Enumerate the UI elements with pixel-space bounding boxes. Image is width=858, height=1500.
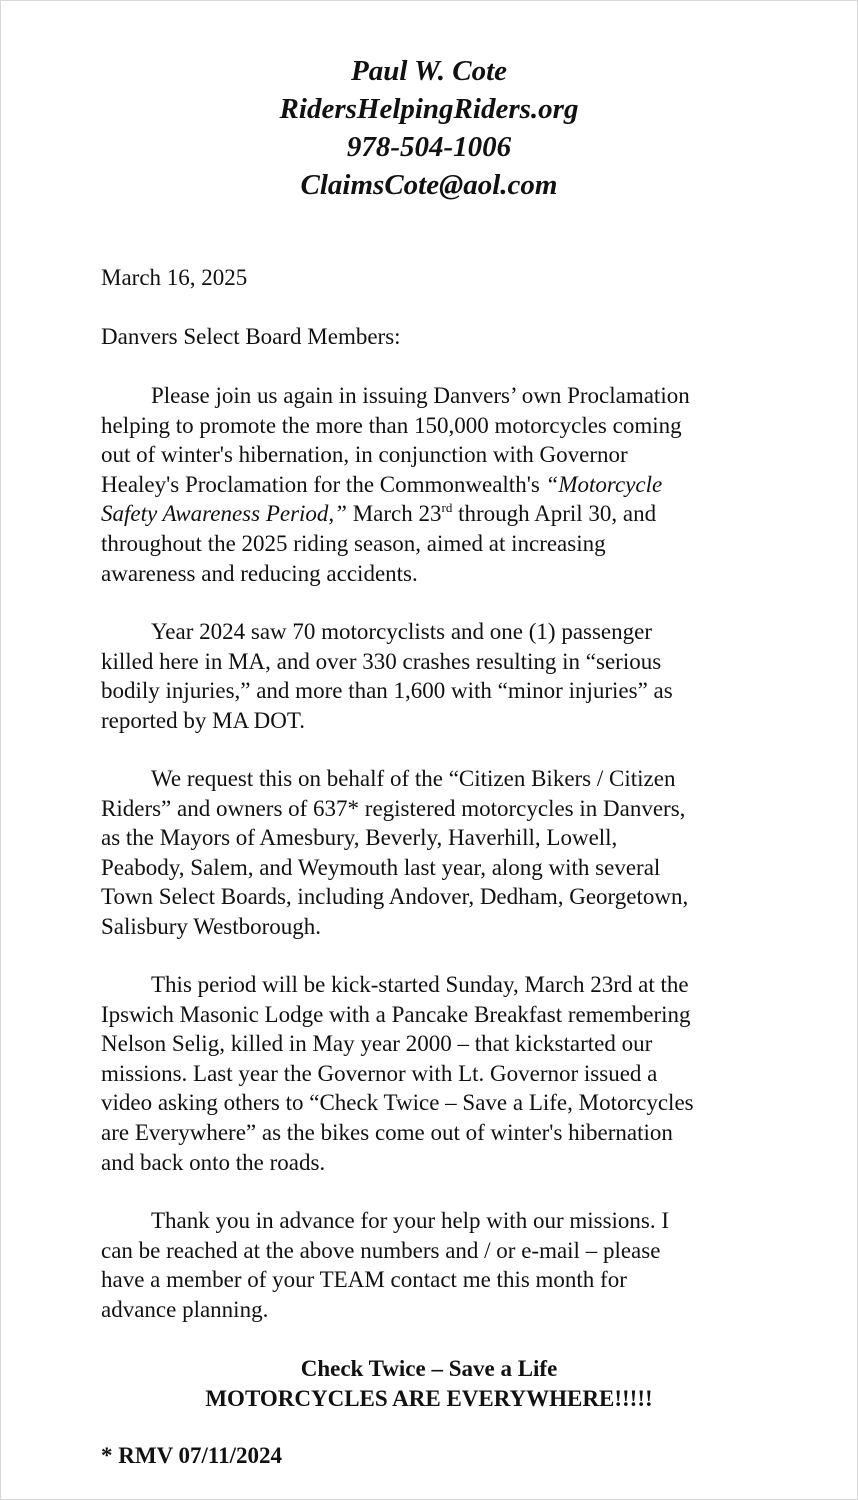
- text-line: awareness and reducing accidents.: [101, 560, 418, 586]
- footnote: * RMV 07/11/2024: [101, 1443, 283, 1468]
- slogan: [0, 1354, 858, 1413]
- text-line: killed here in MA, and over 330 crashes resulting in “serious: [101, 648, 662, 674]
- text-line: can be reached at the above numbers and / or e-mail – please: [101, 1237, 661, 1263]
- text-span: through April 30, and: [452, 501, 657, 527]
- text-line: are Everywhere” as the bikes come out of winter's hibernation: [101, 1119, 673, 1145]
- text-line: have a member of your TEAM contact me this month for: [101, 1267, 627, 1293]
- text-line: Nelson Selig, killed in May year 2000 – that kickstarted our: [101, 1031, 653, 1057]
- text-line: Thank you in advance for your help with our missions. I: [151, 1208, 670, 1233]
- slogan-line: MOTORCYCLES ARE EVERYWHERE!!!!!: [205, 1385, 653, 1411]
- ordinal-superscript: rd: [441, 500, 453, 516]
- paragraph-event: [101, 970, 781, 1177]
- text-line: video asking others to “Check Twice – Save a Life, Motorcycles: [101, 1090, 694, 1116]
- sender-phone: 978-504-1006: [346, 131, 512, 163]
- text-line: Year 2024 saw 70 motorcyclists and one (1) passenger: [151, 619, 653, 644]
- text-line: and back onto the roads.: [101, 1149, 326, 1175]
- period-name-italic: Safety Awareness Period,”: [101, 501, 347, 527]
- text-line: We request this on behalf of the “Citizen Bikers / Citizen: [151, 766, 676, 791]
- salutation: Danvers Select Board Members:: [101, 324, 401, 349]
- text-line: reported by MA DOT.: [101, 707, 305, 733]
- text-span: March 23: [346, 501, 442, 527]
- text-line: Town Select Boards, including Andover, Dedham, Georgetown,: [101, 884, 689, 910]
- sender-name: Paul W. Cote: [350, 55, 508, 87]
- sender-website: RidersHelpingRiders.org: [279, 93, 579, 125]
- text-line: out of winter's hibernation, in conjunction with Governor: [101, 442, 628, 468]
- text-line: throughout the 2025 riding season, aimed at increasing: [101, 530, 606, 556]
- text-span: Healey's Proclamation for the Commonwealth's: [101, 471, 546, 497]
- text-line: Peabody, Salem, and Weymouth last year, along with several: [101, 854, 661, 880]
- letter-date: March 16, 2025: [101, 265, 248, 290]
- sender-email: ClaimsCote@aol.com: [300, 169, 558, 201]
- period-name-italic: “Motorcycle: [545, 471, 663, 497]
- paragraph-proclamation: [101, 381, 781, 588]
- text-line: as the Mayors of Amesbury, Beverly, Haverhill, Lowell,: [101, 825, 618, 851]
- text-line: Please join us again in issuing Danvers’ own Proclamation: [151, 383, 690, 408]
- text-line: bodily injuries,” and more than 1,600 with “minor injuries” as: [101, 678, 673, 704]
- text-line: [101, 499, 781, 529]
- paragraph-request: [101, 764, 781, 942]
- text-line: Ipswich Masonic Lodge with a Pancake Breakfast remembering: [101, 1001, 691, 1027]
- text-line: Riders” and owners of 637* registered motorcycles in Danvers,: [101, 795, 686, 821]
- slogan-line: Check Twice – Save a Life: [300, 1356, 558, 1381]
- paragraph-statistics: [101, 617, 781, 735]
- text-line: missions. Last year the Governor with Lt. Governor issued a: [101, 1060, 658, 1086]
- text-line: Salisbury Westborough.: [101, 913, 322, 939]
- paragraph-closing: [101, 1206, 781, 1324]
- text-line: advance planning.: [101, 1296, 269, 1322]
- letterhead: [0, 52, 858, 204]
- text-line: helping to promote the more than 150,000 motorcycles coming: [101, 412, 682, 438]
- text-line: This period will be kick-started Sunday, March 23rd at the: [151, 972, 689, 997]
- text-line: [101, 470, 781, 500]
